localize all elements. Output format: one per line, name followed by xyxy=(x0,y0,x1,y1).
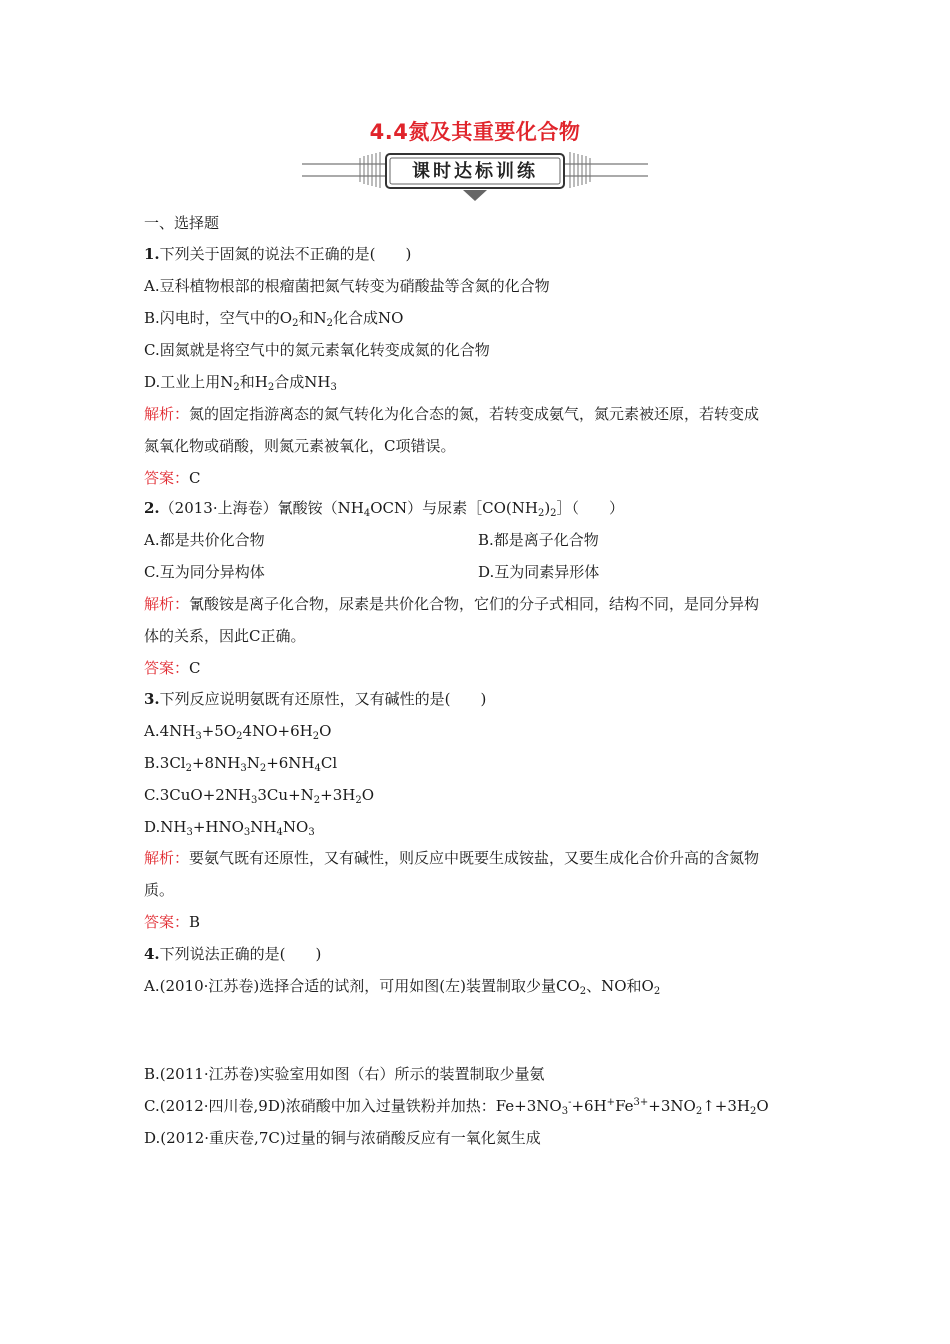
q3-analysis: 解析：要氨气既有还原性，又有碱性，则反应中既要生成铵盐，又要生成化合价升高的含氮物 xyxy=(144,849,760,867)
q3-answer: 答案：B xyxy=(144,913,201,931)
q2-analysis-cont: 体的关系，因此C正确。 xyxy=(144,627,306,645)
analysis-label: 解析： xyxy=(144,405,190,423)
question-3 xyxy=(144,689,486,709)
answer-label: 答案： xyxy=(144,913,190,931)
q2-analysis: 解析：氰酸铵是离子化合物，尿素是共价化合物，它们的分子式相同，结构不同，是同分异构 xyxy=(144,595,760,613)
q3-option-c: $C.3CuO+2NH_33Cu+N_2+3H_2O$ xyxy=(144,786,375,806)
question-number: 2. xyxy=(144,499,160,517)
q4-option-d: D.(2012·重庆卷,7C)过量的铜与浓硝酸反应有一氧化氮生成 xyxy=(144,1129,541,1147)
q2-option-a: A.都是共价化合物 xyxy=(144,531,265,549)
question-1 xyxy=(144,244,411,264)
q3-analysis-cont: 质。 xyxy=(144,881,175,899)
q1-option-d: D.工业上用$N_2$和$H_2$合成$NH_3$ xyxy=(144,373,337,393)
q4-option-c: C.(2012·四川卷,9D)浓硝酸中加入过量铁粉并加热：$Fe+3NO_3^-+6H^+Fe^{3+}+3NO_2↑+3H_2O$ xyxy=(144,1097,769,1117)
banner-label: 课时达标训练 xyxy=(412,161,538,182)
page-title: 4.4氮及其重要化合物 xyxy=(369,120,581,144)
question-number: 4. xyxy=(144,945,160,963)
question-4 xyxy=(144,944,321,964)
question-stem: 下列关于固氮的说法不正确的是( ) xyxy=(159,245,412,263)
question-2: 2.（2013·上海卷）氰酸铵$(NH_4OCN)$与尿素$[CO(NH_2)_2]$（ ） xyxy=(144,499,625,519)
q1-answer: 答案：C xyxy=(144,469,201,487)
q4-option-a: A.(2010·江苏卷)选择合适的试剂，可用如图(左)装置制取少量$CO_2$、NO和$O_2$ xyxy=(144,977,661,997)
q2-option-b: B.都是离子化合物 xyxy=(478,531,599,549)
q2-option-c: C.互为同分异构体 xyxy=(144,563,265,581)
q1-analysis: 解析：氮的固定指游离态的氮气转化为化合态的氮，若转变成氨气，氮元素被还原，若转变成 xyxy=(144,405,760,423)
q2-answer: 答案：C xyxy=(144,659,201,677)
question-number: 3. xyxy=(144,690,160,708)
q3-option-b: $B.3Cl_2+8NH_3N_2+6NH_4Cl$ xyxy=(144,754,338,774)
analysis-label: 解析： xyxy=(144,595,190,613)
question-number: 1. xyxy=(144,245,160,263)
q1-option-c: C.固氮就是将空气中的氮元素氧化转变成氮的化合物 xyxy=(144,341,490,359)
section-heading: 一、选择题 xyxy=(144,214,220,232)
question-stem: 下列说法正确的是( ) xyxy=(159,945,322,963)
answer-label: 答案： xyxy=(144,659,190,677)
q1-analysis-cont: 氮氧化物或硝酸，则氮元素被氧化，C项错误。 xyxy=(144,437,456,455)
q4-option-b: B.(2011·江苏卷)实验室用如图（右）所示的装置制取少量氨 xyxy=(144,1065,545,1083)
q3-option-d: $D.NH_3+HNO_3NH_4NO_3$ xyxy=(144,818,315,838)
analysis-label: 解析： xyxy=(144,849,190,867)
q1-option-a: A.豆科植物根部的根瘤菌把氮气转变为硝酸盐等含氮的化合物 xyxy=(144,277,550,295)
q2-option-d: D.互为同素异形体 xyxy=(478,563,600,581)
q1-option-b: B.闪电时，空气中的$O_2$和$N_2$化合成NO xyxy=(144,309,404,329)
question-stem: 下列反应说明氨既有还原性，又有碱性的是( ) xyxy=(159,690,487,708)
q3-option-a: $A.4NH_3+5O_24NO+6H_2O$ xyxy=(144,722,332,742)
answer-label: 答案： xyxy=(144,469,190,487)
